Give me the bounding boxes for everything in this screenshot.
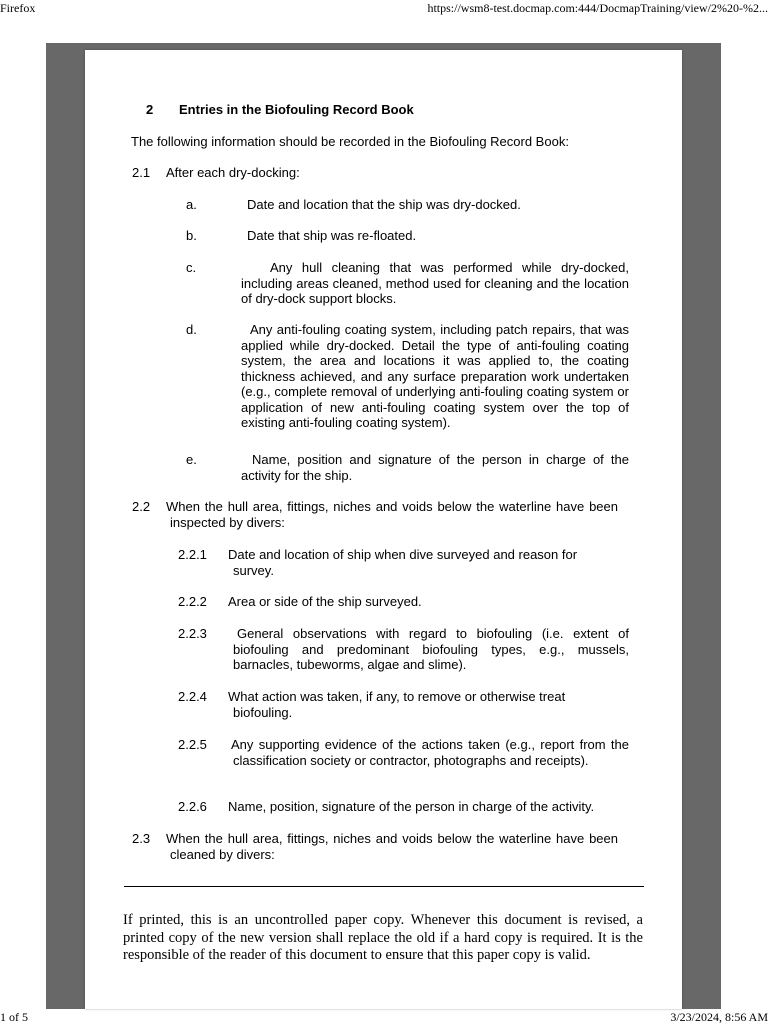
item-text: After each dry-docking:: [166, 165, 300, 180]
item-number: 2.1: [132, 165, 151, 180]
subitem-number: 2.2.1: [178, 547, 207, 562]
item-number: 2.2: [132, 499, 151, 514]
item-number: 2.3: [132, 831, 151, 846]
subitem-text: Date and location of ship when dive surveyed and reason for survey.: [228, 547, 578, 578]
item-text: When the hull area, fittings, niches and voids below the waterline have been inspected by divers:: [166, 499, 618, 530]
item-text: When the hull area, fittings, niches and voids below the waterline have been cleaned by divers:: [166, 831, 618, 862]
intro-text: The following information should be recorded in the Biofouling Record Book:: [131, 134, 569, 149]
subitem-text: General observations with regard to biofouling (i.e. extent of biofouling and predominant biofouling types, e.g., mussels, barnacles, tubeworms, algae and slime).: [233, 626, 629, 672]
print-datetime: 3/23/2024, 8:56 AM: [670, 1010, 768, 1024]
subitem-text: Any supporting evidence of the actions taken (e.g., report from the classification society or contractor, photographs and receipts).: [231, 737, 629, 768]
subitem-number: 2.2.5: [178, 737, 207, 752]
list-item-letter: b.: [186, 228, 197, 243]
list-item-letter: a.: [186, 197, 197, 212]
subitem-number: 2.2.6: [178, 799, 207, 814]
subitem-text: What action was taken, if any, to remove or otherwise treat biofouling.: [228, 689, 566, 720]
list-item-text: Name, position and signature of the person in charge of the activity for the ship.: [241, 452, 629, 483]
footer-divider: [124, 886, 644, 887]
subitem-number: 2.2.2: [178, 594, 207, 609]
subitem-number: 2.2.4: [178, 689, 207, 704]
document-page: [85, 50, 682, 1009]
app-name: Firefox: [0, 1, 36, 15]
section-number: 2: [146, 102, 154, 117]
uncontrolled-copy-disclaimer: If printed, this is an uncontrolled paper copy. Whenever this document is revised, a printed copy of the new version shall replace the old if a hard copy is required. It is the responsible of the reader of this document to ensure that this paper copy is valid.: [123, 912, 643, 964]
list-item-text: Any hull cleaning that was performed while dry-docked, including areas cleaned, method used for cleaning and the location of dry-dock support blocks.: [241, 260, 629, 306]
document-viewer[interactable]: [46, 43, 721, 1009]
subitem-text: Area or side of the ship surveyed.: [228, 594, 422, 609]
section-title: Entries in the Biofouling Record Book: [179, 102, 414, 117]
page-url[interactable]: https://wsm8-test.docmap.com:444/DocmapTraining/view/2%20-%2...: [427, 1, 768, 15]
page-indicator: 1 of 5: [0, 1010, 28, 1024]
list-item-text: Any anti-fouling coating system, including patch repairs, that was applied while dry-docked. Detail the type of anti-fouling coating system, the area and locations it was applied to, the coating thickness achieved, and any surface preparation work undertaken (e.g., complete removal of underlying anti-fouling coating system or application of new anti-fouling coating system over the top of existing anti-fouling coating system).: [241, 322, 629, 430]
list-item-letter: c.: [186, 260, 197, 275]
list-item-letter: d.: [186, 322, 197, 337]
print-header: [0, 0, 768, 16]
print-footer: [0, 1009, 768, 1025]
list-item-letter: e.: [186, 452, 197, 467]
subitem-text: Name, position, signature of the person in charge of the activity.: [228, 799, 595, 814]
list-item-text: Date that ship was re-floated.: [247, 228, 417, 243]
list-item-text: Date and location that the ship was dry-docked.: [247, 197, 521, 212]
subitem-number: 2.2.3: [178, 626, 207, 641]
